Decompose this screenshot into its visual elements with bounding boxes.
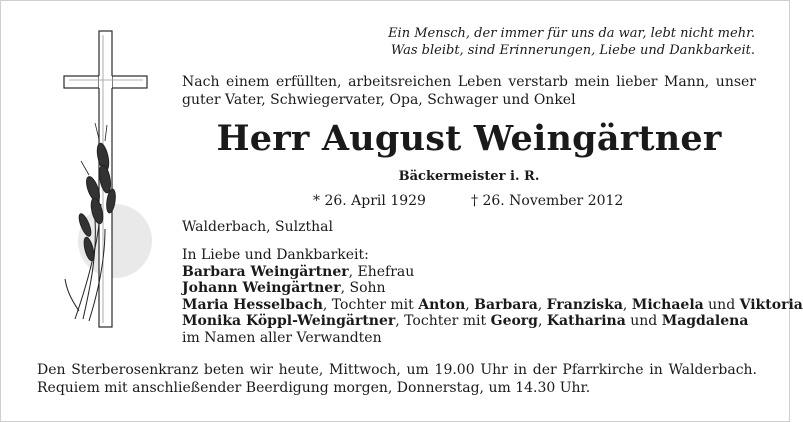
mourner-relation: , Ehefrau — [348, 263, 415, 280]
grandchild-name: Magdalena — [661, 313, 749, 330]
mourner-name: Barbara Weingärtner — [182, 263, 349, 280]
deceased-name: Herr August Weingärtner — [216, 118, 722, 159]
memorial-quote — [335, 25, 755, 59]
cross-wheat-emblem — [59, 29, 169, 329]
mourner-daughter-1: Maria Hesselbach, Tochter mit Anton, Barbara, Franziska, Michaela und Viktoria — [182, 296, 803, 313]
grandchild-name: Viktoria — [739, 296, 803, 313]
residence-place: Walderbach, Sulzthal — [182, 219, 333, 235]
grandchild-name: Franziska — [546, 296, 623, 313]
grandchild-name: Georg — [490, 313, 538, 330]
mourner-daughter-2: Monika Köppl-Weingärtner, Tochter mit Georg, Katharina und Magdalena — [182, 313, 749, 330]
mourners-heading: In Liebe und Dankbarkeit: — [182, 247, 369, 263]
quote-line-2: Was bleibt, sind Erinnerungen, Liebe und Dankbarkeit. — [390, 43, 755, 58]
deceased-title: Bäckermeister i. R. — [398, 169, 540, 184]
grandchild-name: Barbara — [474, 296, 538, 313]
mourner-relation: , Tochter mit — [322, 296, 419, 313]
grandchild-name: Anton — [418, 296, 466, 313]
mourner-name: Johann Weingärtner — [182, 280, 341, 297]
intro-text: Nach einem erfüllten, arbeitsreichen Leben verstarb mein lieber Mann, unser guter Vater, Schwiegervater, Opa, Schwager und Onkel — [182, 74, 756, 108]
mourner-name: Maria Hesselbach — [182, 296, 323, 313]
death-date: † 26. November 2012 — [471, 193, 624, 209]
mourner-relation: , Tochter mit — [395, 313, 491, 330]
mourner-name: Monika Köppl-Weingärtner — [182, 313, 396, 330]
mourners-closing: im Namen aller Verwandten — [182, 329, 382, 346]
mourner-son — [182, 280, 762, 297]
mourners-list — [182, 247, 803, 347]
birth-date: * 26. April 1929 — [313, 193, 426, 209]
grandchild-name: Michaela — [631, 296, 704, 313]
service-announcement: Den Sterberosenkranz beten wir heute, Mittwoch, um 19.00 Uhr in der Pfarrkirche in Walderbach. Requiem mit anschließender Beerdigung morgen, Donnerstag, um 14.30 Uhr. — [37, 362, 757, 396]
mourner-relation: , Sohn — [340, 280, 386, 297]
quote-line-1: Ein Mensch, der immer für uns da war, lebt nicht mehr. — [388, 26, 755, 41]
grandchild-name: Katharina — [546, 313, 626, 330]
mourner-wife — [182, 264, 762, 281]
